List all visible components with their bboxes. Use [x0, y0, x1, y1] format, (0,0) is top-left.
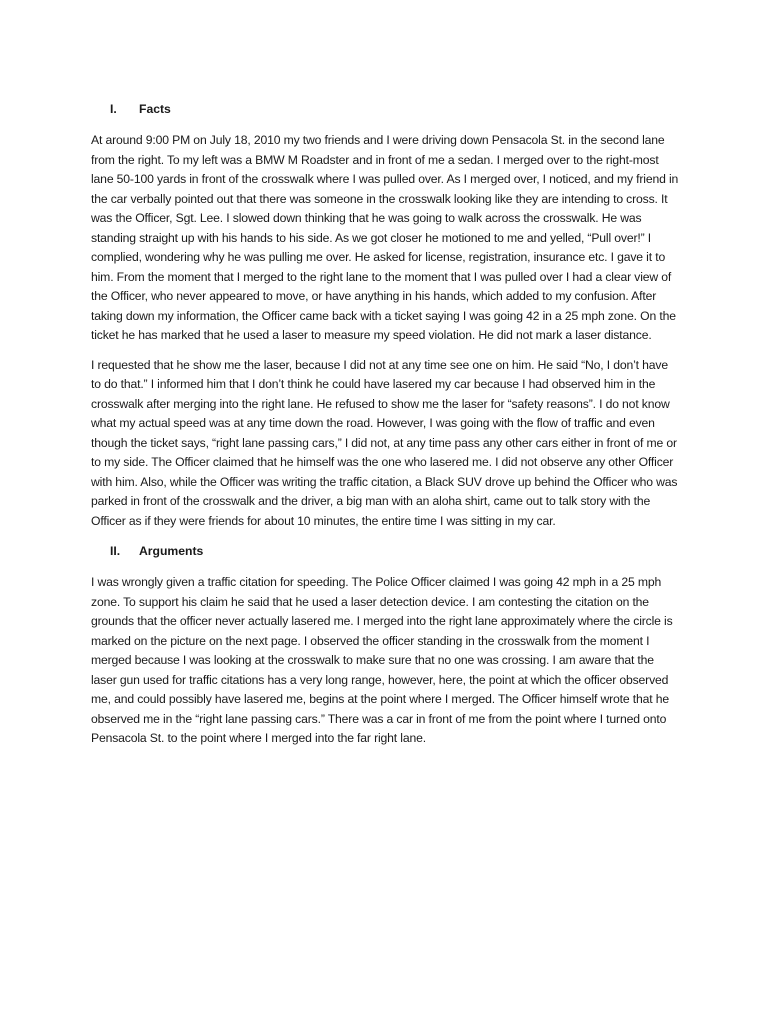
section-number: I.: [110, 102, 117, 116]
section-heading-facts: [91, 101, 681, 118]
section-number: II.: [110, 544, 121, 558]
arguments-paragraph-1: I was wrongly given a traffic citation for speeding. The Police Officer claimed I was going 42 mph in a 25 mph zone. To support his claim he said that he used a laser detection device. I am contesting the citation on the grounds that the officer never actually lasered me. I merged into the right lane approximately where the circle is marked on the picture on the next page. I observed the officer standing in the crosswalk from the moment I merged because I was looking at the crosswalk to make sure that no one was crossing. I am aware that the laser gun used for traffic citations has a very long range, however, here, the point at which the officer observed me, and could possibly have lasered me, begins at the point where I merged. The Officer himself wrote that he observed me in the “right lane passing cars.” There was a car in front of me from the point where I turned onto Pensacola St. to the point where I merged into the far right lane.: [91, 575, 673, 745]
section-title: Facts: [139, 102, 171, 116]
facts-paragraph-2: I requested that he show me the laser, because I did not at any time see one on him. He said “No, I don’t have to do that.” I informed him that I don’t think he could have lasered my car because I had observed him in the crosswalk after merging into the right lane. He refused to show me the laser for “safety reasons”. I do not know what my actual speed was at any time down the road. However, I was going with the flow of traffic and even though the ticket says, “right lane passing cars,” I did not, at any time pass any other cars either in front of me or to my side. The Officer claimed that he himself was the one who lasered me. I did not observe any other Officer with him. Also, while the Officer was writing the traffic citation, a Black SUV drove up behind the Officer who was parked in front of the crosswalk and the driver, a big man with an aloha shirt, came out to talk story with the Officer as if they were friends for about 10 minutes, the entire time I was sitting in my car.: [91, 357, 678, 528]
facts-paragraph-1: At around 9:00 PM on July 18, 2010 my two friends and I were driving down Pensacola St. in the second lane from the right. To my left was a BMW M Roadster and in front of me a sedan. I merged over to the right-most lane 50-100 yards in front of the crosswalk where I was pulled over. As I merged over, I noticed, and my friend in the car verbally pointed out that there was someone in the crosswalk looking like they are intending to cross. It was the Officer, Sgt. Lee. I slowed down thinking that he was going to walk across the crosswalk. He was standing straight up with his hands to his side. As we got closer he motioned to me and yelled, “Pull over!” I complied, wondering why he was pulling me over. He asked for license, registration, insurance etc. I gave it to him. From the moment that I merged to the right lane to the moment that I was pulled over I had a clear view of the Officer, who never appeared to move, or have anything in his hands, which added to my confusion. After taking down my information, the Officer came back with a ticket saying I was going 42 in a 25 mph zone. On the ticket he has marked that he used a laser to measure my speed violation. He did not mark a laser distance.: [91, 133, 679, 342]
section-title: Arguments: [139, 544, 204, 558]
section-heading-arguments: [91, 543, 681, 560]
document-body: [91, 101, 681, 759]
